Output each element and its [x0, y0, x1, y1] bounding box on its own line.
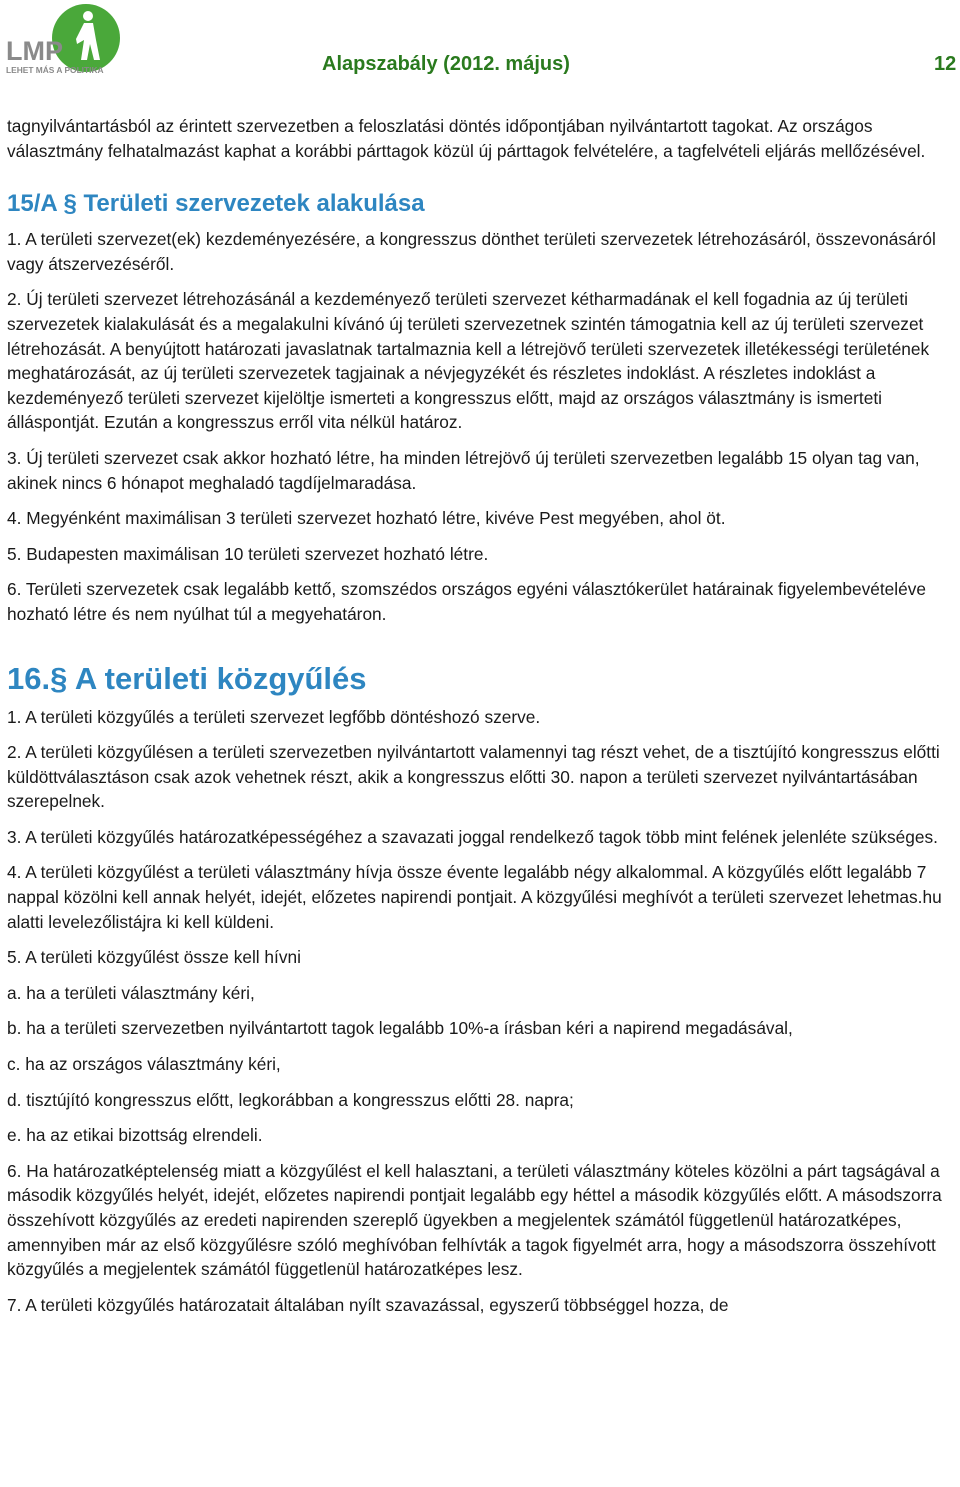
- list-item-e: e. ha az etikai bizottság elrendeli.: [7, 1125, 263, 1146]
- section-16-paragraph-5: 5. A területi közgyűlést össze kell hívni: [7, 947, 301, 968]
- logo-tagline: LEHET MÁS A POLITIKA: [6, 65, 104, 75]
- section-16-paragraph-7: 7. A területi közgyűlés határozatait általában nyílt szavazással, egyszerű többséggel hozza, de: [7, 1294, 729, 1315]
- section-symbol-icon: §: [50, 660, 68, 696]
- section-16-paragraph-4: 4. A területi közgyűlést a területi választmány hívja össze évente legalább négy alkalommal. A közgyűlés előtt legalább 7 nappal közölni kell annak helyét, idejét, előzetes napirendi pontjait. A közgyűlési meghívót a területi szervezet lehetmas.hu alatti levelezőlistájra ki kell küldeni.: [7, 862, 942, 932]
- section-symbol-icon: §: [63, 190, 77, 218]
- section-15a-number: 15/A: [7, 190, 57, 218]
- intro-paragraph: tagnyilvántartásból az érintett szervezetben a feloszlatási döntés időpontjában nyilvántartott tagokat. Az országos választmány felhatalmazást kaphat a korábbi párttagok közül új párttagok felvételére, a tagfelvételi eljárás mellőzésével.: [7, 116, 926, 161]
- list-item-a: a. ha a területi választmány kéri,: [7, 982, 255, 1003]
- list-item-b: b. ha a területi szervezetben nyilvántartott tagok legalább 10%-a írásban kéri a napirend megadásával,: [7, 1018, 793, 1039]
- section-15a-paragraph-2: 2. Új területi szervezet létrehozásánál a kezdeményező területi szervezet kétharmadának el kell fogadnia az új területi szervezetek kialakulását és a megalakulni kívánó új területi szervezetnek szintén támogatnia kell az új területi szervezet létrehozását. A benyújtott határozati javaslatnak tartalmaznia kell a létrejövő területi szervezetek illetékességi területének meghatározását, az új területi szervezetek tagjainak a névjegyzékét és részletes indoklást. A részletes indoklást a kezdeményező területi szervezet kijelöltje ismerteti a kongresszus előtt, majd az országos választmány is ismerteti álláspontját. Ezután a kongresszus erről vita nélkül határoz.: [7, 289, 930, 433]
- document-body: [7, 114, 947, 1317]
- section-16-paragraph-1: 1. A területi közgyűlés a területi szervezet legfőbb döntéshozó szerve.: [7, 706, 541, 727]
- section-16-paragraph-2: 2. A területi közgyűlésen a területi szervezetben nyilvántartott valamennyi tag részt vehet, de a tisztújító kongresszus előtti küldöttválasztáson csak azok vehetnek részt, akik a kongresszus előtti 30. napon a területi szervezet nyilvántartásában szerepelnek.: [7, 742, 940, 812]
- lmp-logo: [4, 2, 122, 78]
- section-16-paragraph-3: 3. A területi közgyűlés határozatképességéhez a szavazati joggal rendelkező tagok több mint felének jelenléte szükséges.: [7, 826, 938, 847]
- section-16-paragraph-6: 6. Ha határozatképtelenség miatt a közgyűlést el kell halasztani, a területi választmány köteles közölni a párt tagságával a második közgyűlés helyét, idejét, előzetes napirendi pontjait legalább egy héttel a második közgyűlés előtt. A másodszorra összehívott közgyűlés az eredeti napirenden szereplő ügyekben a megjelentek számától függetlenül határozatképes, amennyiben már az első közgyűlésre szóló meghívóban felhívták a tagok figyelmét arra, hogy a másodszorra összehívott közgyűlés a megjelentek számától függetlenül határozatképes lesz.: [7, 1160, 942, 1280]
- section-15a-paragraph-6: 6. Területi szervezetek csak legalább kettő, szomszédos országos egyéni választókerület határainak figyelembevételéve hozható létre és nem nyúlhat túl a megyehatáron.: [7, 579, 926, 624]
- logo-text: LMP: [6, 36, 63, 66]
- page-header: [0, 0, 960, 90]
- list-item-c: c. ha az országos választmány kéri,: [7, 1054, 281, 1075]
- section-15a-paragraph-1: 1. A területi szervezet(ek) kezdeményezésére, a kongresszus dönthet területi szervezetek létrehozásáról, összevonásáról vagy átszervezéséről.: [7, 229, 936, 274]
- section-16-heading: [7, 659, 947, 699]
- list-item-d: d. tisztújító kongresszus előtt, legkorábban a kongresszus előtti 28. napra;: [7, 1089, 574, 1110]
- section-15a-heading: [7, 189, 947, 219]
- section-16-number: 16.: [7, 660, 51, 696]
- section-15a-paragraph-5: 5. Budapesten maximálisan 10 területi szervezet hozható létre.: [7, 543, 489, 564]
- section-16-title: A területi közgyűlés: [74, 660, 367, 696]
- section-15a-title: Területi szervezetek alakulása: [83, 190, 425, 218]
- section-15a-paragraph-4: 4. Megyénként maximálisan 3 területi szervezet hozható létre, kivéve Pest megyében, ahol öt.: [7, 508, 726, 529]
- document-title: Alapszabály (2012. május): [322, 53, 570, 75]
- section-15a-paragraph-3: 3. Új területi szervezet csak akkor hozható létre, ha minden létrejövő új területi szervezetben legalább 15 olyan tag van, akinek nincs 6 hónapot meghaladó tagdíjelmaradása.: [7, 447, 920, 493]
- page-number: 12: [934, 53, 957, 75]
